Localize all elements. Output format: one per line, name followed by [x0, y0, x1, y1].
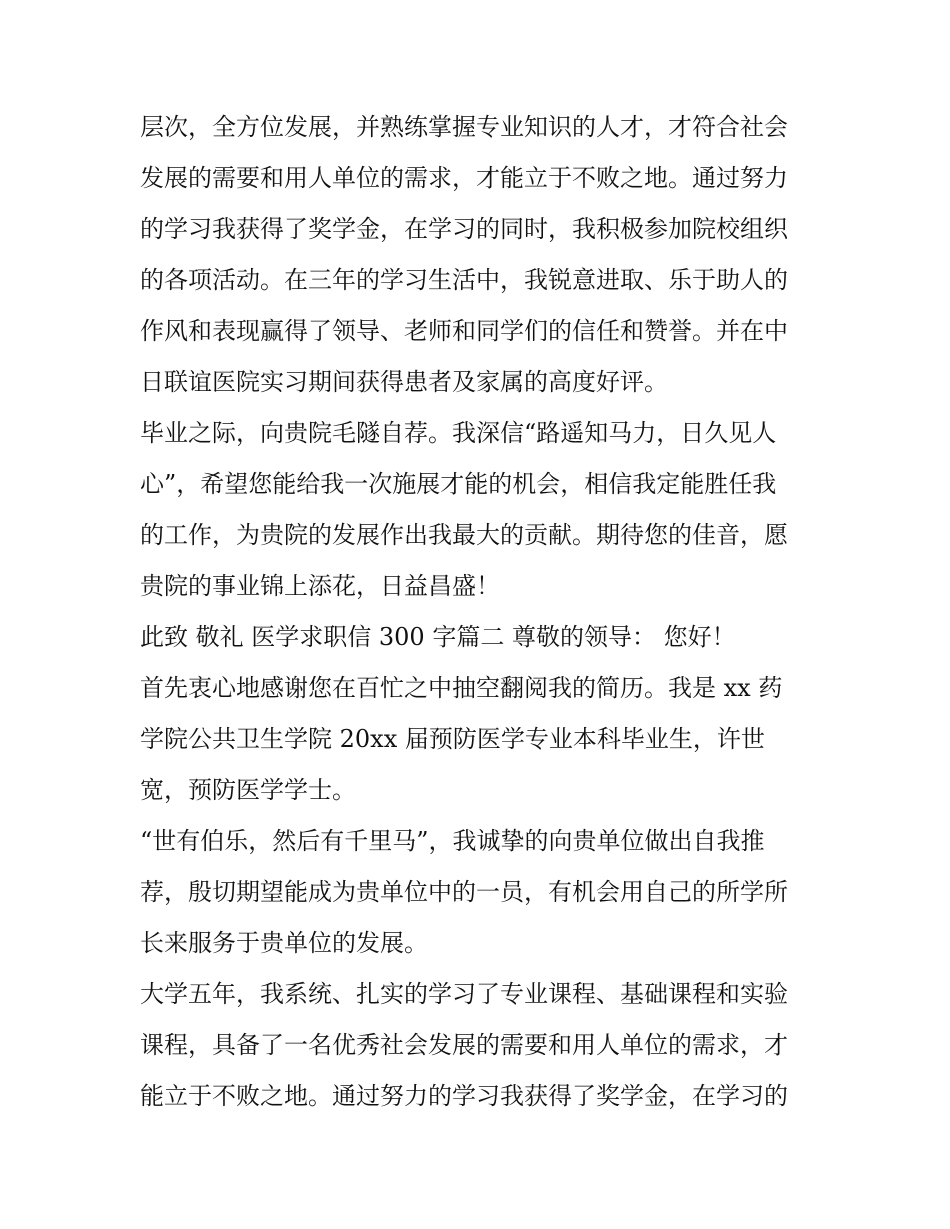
text-line: 宽，预防医学学士。 — [140, 776, 356, 804]
text-line: 日联谊医院实习期间获得患者及家属的高度好评。 — [140, 368, 668, 396]
text-line: 长来服务于贵单位的发展。 — [140, 929, 428, 957]
text-line: 此致 敬礼 医学求职信 300 字篇二 尊敬的领导： 您好！ — [140, 623, 736, 651]
document-body — [140, 102, 820, 1122]
text-line: 发展的需要和用人单位的需求，才能立于不败之地。通过努力 — [140, 164, 788, 192]
text-line: 能立于不败之地。通过努力的学习我获得了奖学金，在学习的 — [140, 1082, 788, 1110]
paragraph-4 — [140, 663, 820, 816]
paragraph-1 — [140, 102, 820, 408]
text-line: 心”，希望您能给我一次施展才能的机会，相信我定能胜任我 — [140, 470, 777, 498]
text-line: 层次，全方位发展，并熟练掌握专业知识的人才，才符合社会 — [140, 113, 788, 141]
text-line: 学院公共卫生学院 20xx 届预防医学专业本科毕业生，许世 — [140, 725, 765, 753]
text-line: 的工作，为贵院的发展作出我最大的贡献。期待您的佳音，愿 — [140, 521, 788, 549]
text-line: 贵院的事业锦上添花，日益昌盛！ — [140, 572, 500, 600]
text-line: 的各项活动。在三年的学习生活中，我锐意进取、乐于助人的 — [140, 266, 788, 294]
paragraph-6 — [140, 969, 820, 1122]
text-line: 课程，具备了一名优秀社会发展的需要和用人单位的需求，才 — [140, 1031, 788, 1059]
text-line: 的学习我获得了奖学金，在学习的同时，我积极参加院校组织 — [140, 215, 788, 243]
text-line: 大学五年，我系统、扎实的学习了专业课程、基础课程和实验 — [140, 980, 788, 1008]
paragraph-3 — [140, 612, 820, 663]
text-line: 首先衷心地感谢您在百忙之中抽空翻阅我的简历。我是 xx 药 — [140, 674, 783, 702]
text-line: “世有伯乐，然后有千里马”，我诚挚的向贵单位做出自我推 — [140, 827, 765, 855]
text-line: 作风和表现赢得了领导、老师和同学们的信任和赞誉。并在中 — [140, 317, 788, 345]
paragraph-2 — [140, 408, 820, 612]
paragraph-5 — [140, 816, 820, 969]
text-line: 毕业之际，向贵院毛隧自荐。我深信“路遥知马力，日久见人 — [140, 419, 777, 447]
text-line: 荐，殷切期望能成为贵单位中的一员，有机会用自己的所学所 — [140, 878, 788, 906]
